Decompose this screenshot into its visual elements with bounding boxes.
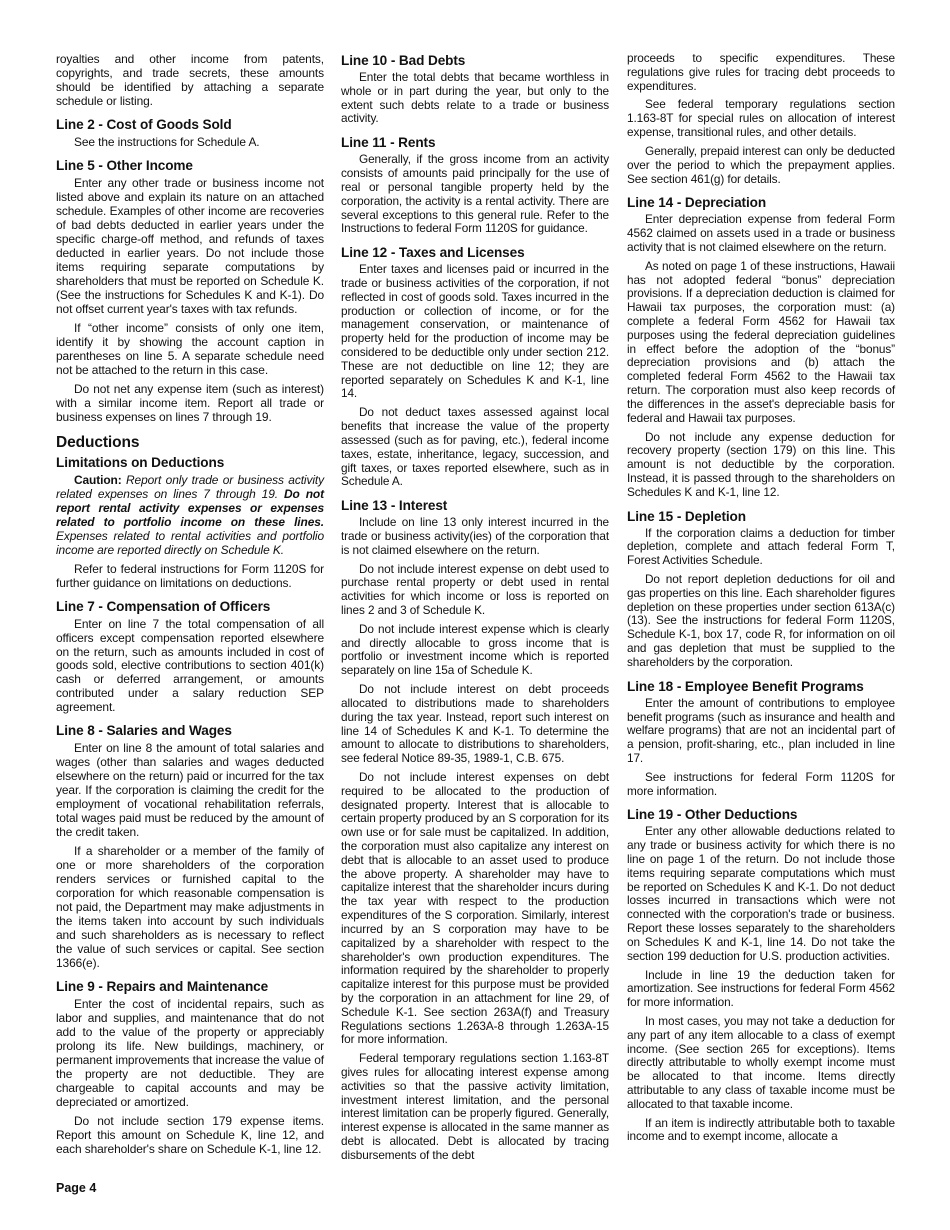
continued-paragraph: proceeds to specific expenditures. These regulations give rules for tracing debt proceeds to expenditures. xyxy=(627,51,895,93)
column-2 xyxy=(341,50,609,1168)
paragraph: Enter the cost of incidental repairs, such as labor and supplies, and maintenance that do not add to the value of the property or appreciably prolong its life. New buildings, machinery, or permanent improvements that increase the value of the property are not deductible. They are chargeable to capital accounts and may be depreciated or amortized. xyxy=(56,997,324,1110)
paragraph: See instructions for federal Form 1120S for more information. xyxy=(627,769,895,798)
paragraph: If a shareholder or a member of the family of one or more shareholders of the corporation renders services or furnished capital to the corporation for which reasonable compensation is not paid, the Department may make adjustments in the items taken into account by such individuals and such shareholders as is necessary to reflect the value of such services or capital. See section 1366(e). xyxy=(56,844,324,971)
paragraph: Do not include interest expense which is clearly and directly allocable to gross income that is portfolio or investment income which is reported separately on line 15a of Schedule K. xyxy=(341,621,609,678)
caution-bold-text: Do not report rental activity expenses or expenses related to portfolio income on these lines. xyxy=(56,486,324,529)
section-heading-line-14: Line 14 - Depreciation xyxy=(627,195,767,211)
page-number: Page 4 xyxy=(56,1181,97,1195)
paragraph: Do not include interest on debt proceeds allocated to distributions made to shareholders during the tax year. Instead, report such interest on line 14 of Schedules K and K-1. To determine the amount to allocate to distributions to shareholders, see federal Notice 89-35, 1989-1, C.B. 675. xyxy=(341,682,609,766)
paragraph: Enter any other trade or business income not listed above and explain its nature on an attached schedule. Examples of other income are recoveries of bad debts deducted in earlier years under the specific charge-off method, and refunds of taxes deducted in earlier years. Do not include those items requiring separate computations by shareholders that must be reported on Schedule K. (See the instructions for Schedules K and K-1). Do not offset current year's taxes with tax refunds. xyxy=(56,175,324,316)
paragraph: Do not net any expense item (such as interest) with a similar income item. Report all trade or business expenses on lines 7 through 19. xyxy=(56,381,324,424)
paragraph: If an item is indirectly attributable both to taxable income and to exempt income, allocate a xyxy=(627,1115,895,1144)
paragraph: In most cases, you may not take a deduction for any part of any item allocable to a class of exempt income. (See section 265 for exceptions). Items directly attributable to wholly exempt income must be allocated to that income. Items directly attributable to any class of taxable income must be allocated to that taxable income. xyxy=(627,1013,895,1111)
paragraph: If the corporation claims a deduction for timber depletion, complete and attach federal Form T, Forest Activities Schedule. xyxy=(627,525,895,568)
paragraph: Enter any other allowable deductions related to any trade or business activity for which there is no line on page 1 of the return. Do not include those items requiring separate computations which must be reported on Schedules K and K-1. Do not deduct losses incurred in transactions which were not connected with the corporation's trade or business. Report these losses separately to the shareholders on Schedules K and K-1, line 14. Do not take the section 199 deduction for U.S. production activities. xyxy=(627,824,895,963)
paragraph: Enter the total debts that became worthless in whole or in part during the year, but only to the extent such debts relate to a trade or business activity. xyxy=(341,70,609,126)
section-heading-deductions: Deductions xyxy=(56,433,140,451)
continued-paragraph: royalties and other income from patents, copyrights, and trade secrets, these amounts should be identified by attaching a separate schedule or listing. xyxy=(56,52,324,108)
section-heading-line-15: Line 15 - Depletion xyxy=(627,508,746,524)
paragraph: If “other income” consists of only one item, identify it by showing the account caption in parentheses on line 5. A separate schedule need not be attached to the return in this case. xyxy=(56,320,324,377)
paragraph: Enter the amount of contributions to employee benefit programs (such as insurance and health and welfare programs) that are not an incidental part of a pension, profit-sharing, etc., plan included in line 17. xyxy=(627,695,895,765)
section-heading-line-10: Line 10 - Bad Debts xyxy=(341,53,466,68)
paragraph: Do not report depletion deductions for oil and gas properties on this line. Each shareholder figures depletion on these properties under section 613A(c)(13). See the instructions for federal Form 1120S, Schedule K-1, box 17, code R, for information on oil and gas depletion that must be supplied to the shareholders by the corporation. xyxy=(627,572,895,669)
section-heading-line-9: Line 9 - Repairs and Maintenance xyxy=(56,979,269,995)
section-heading-line-19: Line 19 - Other Deductions xyxy=(627,807,798,823)
column-1 xyxy=(56,50,324,1161)
section-heading-line-2: Line 2 - Cost of Goods Sold xyxy=(56,116,232,132)
paragraph: Refer to federal instructions for Form 1120S for further guidance on limitations on deductions. xyxy=(56,561,324,590)
paragraph: Include on line 13 only interest incurred in the trade or business activity(ies) of the corporation that is not claimed elsewhere on the return. xyxy=(341,515,609,557)
paragraph: Enter on line 8 the amount of total salaries and wages (other than salaries and wages deducted elsewhere on the return) paid or incurred for the tax year. If the corporation is claiming the credit for the employment of vocational rehabilitation referrals, total wages paid must be reduced by the amount of the credit taken. xyxy=(56,741,324,840)
paragraph: Do not include section 179 expense items. Report this amount on Schedule K, line 12, and each shareholder's share on Schedule K-1, line 12. xyxy=(56,1114,324,1157)
paragraph: Generally, if the gross income from an activity consists of amounts paid principally for the use of real or personal tangible property held by the corporation, the activity is a rental activity. There are several exceptions to this general rule. Refer to the Instructions to federal Form 1120S for guidance. xyxy=(341,152,609,236)
subheading-limitations: Limitations on Deductions xyxy=(56,454,225,470)
paragraph: As noted on page 1 of these instructions, Hawaii has not adopted federal “bonus” depreciation provisions. If a depreciation deduction is claimed for Hawaii tax purposes, the corporation must: (a) complete a federal Form 4562 for Hawaii tax purposes using the federal depreciation guidelines in effect before the adoption of the “bonus” depreciation provisions and (b) attach the completed federal Form 4562 to the Hawaii tax return. The corporation must also keep records of the differences in the asset's depreciable basis for federal and Hawaii tax purposes. xyxy=(627,258,895,425)
paragraph: Generally, prepaid interest can only be deducted over the period to which the prepayment applies. See section 461(g) for details. xyxy=(627,143,895,186)
caution-italic-text: Report only trade or business activity related expenses on lines 7 through 19. xyxy=(56,472,324,501)
section-heading-line-8: Line 8 - Salaries and Wages xyxy=(56,723,232,739)
caution-rest-text: Expenses related to rental activities and portfolio income are reported directly on Schedule K. xyxy=(56,528,324,557)
section-heading-line-11: Line 11 - Rents xyxy=(341,135,436,151)
section-heading-line-12: Line 12 - Taxes and Licenses xyxy=(341,245,525,261)
section-heading-line-18: Line 18 - Employee Benefit Programs xyxy=(627,678,864,694)
paragraph: Do not include any expense deduction for recovery property (section 179) on this line. This amount is not deductible by the corporation. Instead, it is passed through to the shareholders on Schedules K and K-1, line 12. xyxy=(627,429,895,499)
paragraph: Do not include interest expenses on debt required to be allocated to the production of designated property. Interest that is allocable to certain property produced by an S corporation for its own use or for sale must be capitalized. In addition, the corporation must also capitalize any interest on debt that is allocable to an asset used to produce the above property. A shareholder may have to capitalize interest that the shareholder incurs during the tax year with respect to the production expenditures of the S corporation. Similarly, interest incurred by an S corporation may have to be capitalized by a shareholder with respect to the shareholder's own production expenditures. The information required by the shareholder to properly capitalize interest for this purpose must be provided by the corporation in an attachment for line 29, of Schedule K-1. See section 263A(f) and Treasury Regulations sections 1.263A-8 through 1.263A-15 for more information. xyxy=(341,769,609,1047)
paragraph: Do not include interest expense on debt used to purchase rental property or debt used in rental activities for which income or loss is reported on lines 2 and 3 of Schedule K. xyxy=(341,561,609,617)
column-3 xyxy=(627,50,895,1149)
paragraph: See the instructions for Schedule A. xyxy=(74,134,260,149)
paragraph: Federal temporary regulations section 1.163-8T gives rules for allocating interest expense among activities so that the passive activity limitation, investment interest limitation, and the personal interest limitation can be properly figured. Generally, interest expense is allocated in the same manner as debt is allocated. Debt is allocated by tracing disbursements of the debt xyxy=(341,1051,609,1162)
section-heading-line-5: Line 5 - Other Income xyxy=(56,157,193,173)
paragraph: Enter taxes and licenses paid or incurred in the trade or business activities of the corporation, if not reflected in cost of goods sold. Taxes incurred in the production or collection of income, or for the management conservation, or maintenance of property held for the production of income may be considered to be deductible only under section 212. These are not deductible on line 12; they are reported separately on Schedules K and K-1, line 14. xyxy=(341,262,609,401)
paragraph: Do not deduct taxes assessed against local benefits that increase the value of the property assessed (such as for paving, etc.), federal income taxes, estate, inheritance, legacy, succession, and gift taxes, or taxes reported elsewhere, such as in Schedule A. xyxy=(341,405,609,489)
paragraph: Include in line 19 the deduction taken for amortization. See instructions for federal Form 4562 for more information. xyxy=(627,967,895,1010)
paragraph: Enter depreciation expense from federal Form 4562 claimed on assets used in a trade or business activity that is not claimed elsewhere on the return. xyxy=(627,212,895,254)
paragraph: See federal temporary regulations section 1.163-8T for special rules on allocation of interest expense, transitional rules, and other details. xyxy=(627,97,895,140)
paragraph: Enter on line 7 the total compensation of all officers except compensation reported elsewhere on the return, such as amounts included in cost of goods sold, elective contributions to section 401(k) cash or deferred arrangement, or amounts contributed under a salary reduction SEP agreement. xyxy=(56,616,324,715)
caution-label: Caution: xyxy=(74,472,122,487)
section-heading-line-13: Line 13 - Interest xyxy=(341,498,448,514)
caution-paragraph xyxy=(56,473,324,557)
section-heading-line-7: Line 7 - Compensation of Officers xyxy=(56,598,271,614)
